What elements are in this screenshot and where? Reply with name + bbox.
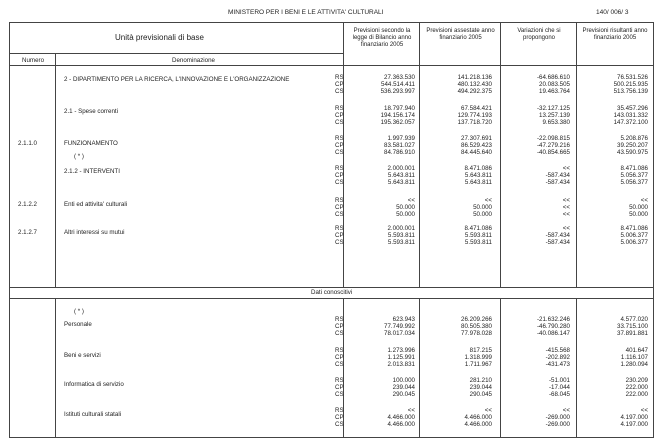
row-col3: -32.127.125 13.257.139 9.653.380 (536, 105, 570, 126)
row-col2: 8.471.086 5.593.811 5.593.811 (464, 225, 492, 246)
row-col2: 67.584.421 129.774.193 137.718.720 (457, 105, 492, 126)
row-denominazione: 2 - DIPARTIMENTO PER LA RICERCA, L'INNOVAZIONE E L'ORGANIZZAZIONE (64, 76, 290, 83)
row-col3: -21.632.246 -46.790.280 -40.086.147 (536, 316, 570, 337)
row-col4: << 4.197.000 4.197.000 (620, 407, 648, 428)
col1-header: Previsioni secondo la legge di Bilancio anno finanziario 2005 (352, 28, 412, 48)
star-note: ( * ) (74, 308, 84, 315)
row-types: RS CP CS (335, 165, 344, 186)
row-col4: 8.471.086 5.006.377 5.006.377 (620, 225, 648, 246)
row-col2: 281.210 239.044 290.045 (469, 377, 492, 398)
row-col2: 26.209.266 80.505.380 77.978.028 (461, 316, 492, 337)
row-col3: -51.001 -17.044 -68.045 (549, 377, 570, 398)
row-col4: 35.457.296 143.031.332 147.372.100 (613, 105, 648, 126)
row-denominazione: Altri interessi su mutui (64, 229, 125, 236)
star-note: ( * ) (74, 153, 84, 160)
numero-header: Numero (22, 57, 45, 64)
row-types: RS CP CS (335, 347, 344, 368)
row-types: RS CP CS (335, 135, 344, 156)
row-col2: 141.218.136 480.132.430 494.292.375 (457, 74, 492, 95)
row-types: RS CP CS (335, 197, 344, 218)
row-types: RS CP CS (335, 105, 344, 126)
row-col4: 4.577.020 33.715.100 37.891.881 (617, 316, 648, 337)
row-types: RS CP CS (335, 225, 344, 246)
row-denominazione: FUNZIONAMENTO (64, 140, 118, 147)
row-col3: << -587.434 -587.434 (545, 225, 570, 246)
row-col1: 623.943 77.749.992 78.017.034 (384, 316, 415, 337)
row-denominazione: Enti ed attivita' culturali (64, 201, 128, 208)
row-denominazione: Informatica di servizio (64, 381, 124, 388)
row-col1: 2.000.001 5.643.811 5.643.811 (387, 165, 415, 186)
row-col1: 100.000 239.044 290.045 (392, 377, 415, 398)
row-col1: 1.997.939 83.581.027 84.786.910 (384, 135, 415, 156)
row-col1: << 50.000 50.000 (396, 197, 415, 218)
row-denominazione: 2.1 - Spese correnti (64, 108, 118, 115)
row-col4: << 50.000 50.000 (629, 197, 648, 218)
row-col3: -64.686.610 20.083.505 19.463.764 (536, 74, 570, 95)
row-types: RS CP CS (335, 407, 344, 428)
page-ref: 140/ 006/ 3 (596, 9, 629, 16)
row-col1: 1.273.996 1.125.991 2.013.831 (387, 347, 415, 368)
unita-header: Unità previsionali di base (115, 33, 204, 42)
row-col1: 27.363.530 544.514.411 536.293.997 (380, 74, 415, 95)
ministry-title: MINISTERO PER I BENI E LE ATTIVITA' CULTURALI (228, 9, 384, 16)
row-col1: << 4.466.000 4.466.000 (387, 407, 415, 428)
col2-header: Previsioni assestate anno finanziario 2005 (426, 28, 495, 41)
dati-title: Dati conoscitivi (311, 289, 353, 296)
row-col2: 817.215 1.318.999 1.711.967 (464, 347, 492, 368)
row-denominazione: Istituti culturali statali (64, 411, 122, 418)
row-col1: 18.797.940 194.156.174 195.362.057 (380, 105, 415, 126)
row-col4: 5.208.876 39.250.207 43.590.975 (617, 135, 648, 156)
row-col2: << 50.000 50.000 (473, 197, 492, 218)
row-col2: << 4.466.000 4.466.000 (464, 407, 492, 428)
row-numero: 2.1.2.2 (18, 201, 37, 208)
row-col3: << -587.434 -587.434 (545, 165, 570, 186)
row-col1: 2.000.001 5.593.811 5.593.811 (387, 225, 415, 246)
row-col3: << << << (562, 197, 570, 218)
row-denominazione: Beni e servizi (64, 352, 101, 359)
row-numero: 2.1.2.7 (18, 229, 37, 236)
row-numero: 2.1.1.0 (18, 140, 37, 147)
row-col3: << -269.000 -269.000 (545, 407, 570, 428)
row-col2: 8.471.086 5.643.811 5.643.811 (464, 165, 492, 186)
row-col4: 8.471.086 5.056.377 5.056.377 (620, 165, 648, 186)
row-col4: 76.531.526 500.215.935 513.756.139 (613, 74, 648, 95)
row-types: RS CP CS (335, 316, 344, 337)
row-col3: -22.098.815 -47.279.216 -40.854.665 (536, 135, 570, 156)
col4-header: Previsioni risultanti anno finanziario 2005 (582, 28, 648, 41)
row-col4: 230.209 222.000 222.000 (625, 377, 648, 398)
row-denominazione: 2.1.2 - INTERVENTI (64, 168, 120, 175)
row-types: RS CP CS (335, 377, 344, 398)
row-denominazione: Personale (64, 321, 92, 328)
col3-header: Variazioni che si propongono (517, 28, 561, 41)
denominazione-header: Denominazione (172, 57, 215, 64)
row-col2: 27.307.691 86.529.423 84.445.640 (461, 135, 492, 156)
row-col3: -415.568 -202.892 -431.473 (545, 347, 570, 368)
row-col4: 401.647 1.116.107 1.280.094 (620, 347, 648, 368)
row-types: RS CP CS (335, 74, 344, 95)
